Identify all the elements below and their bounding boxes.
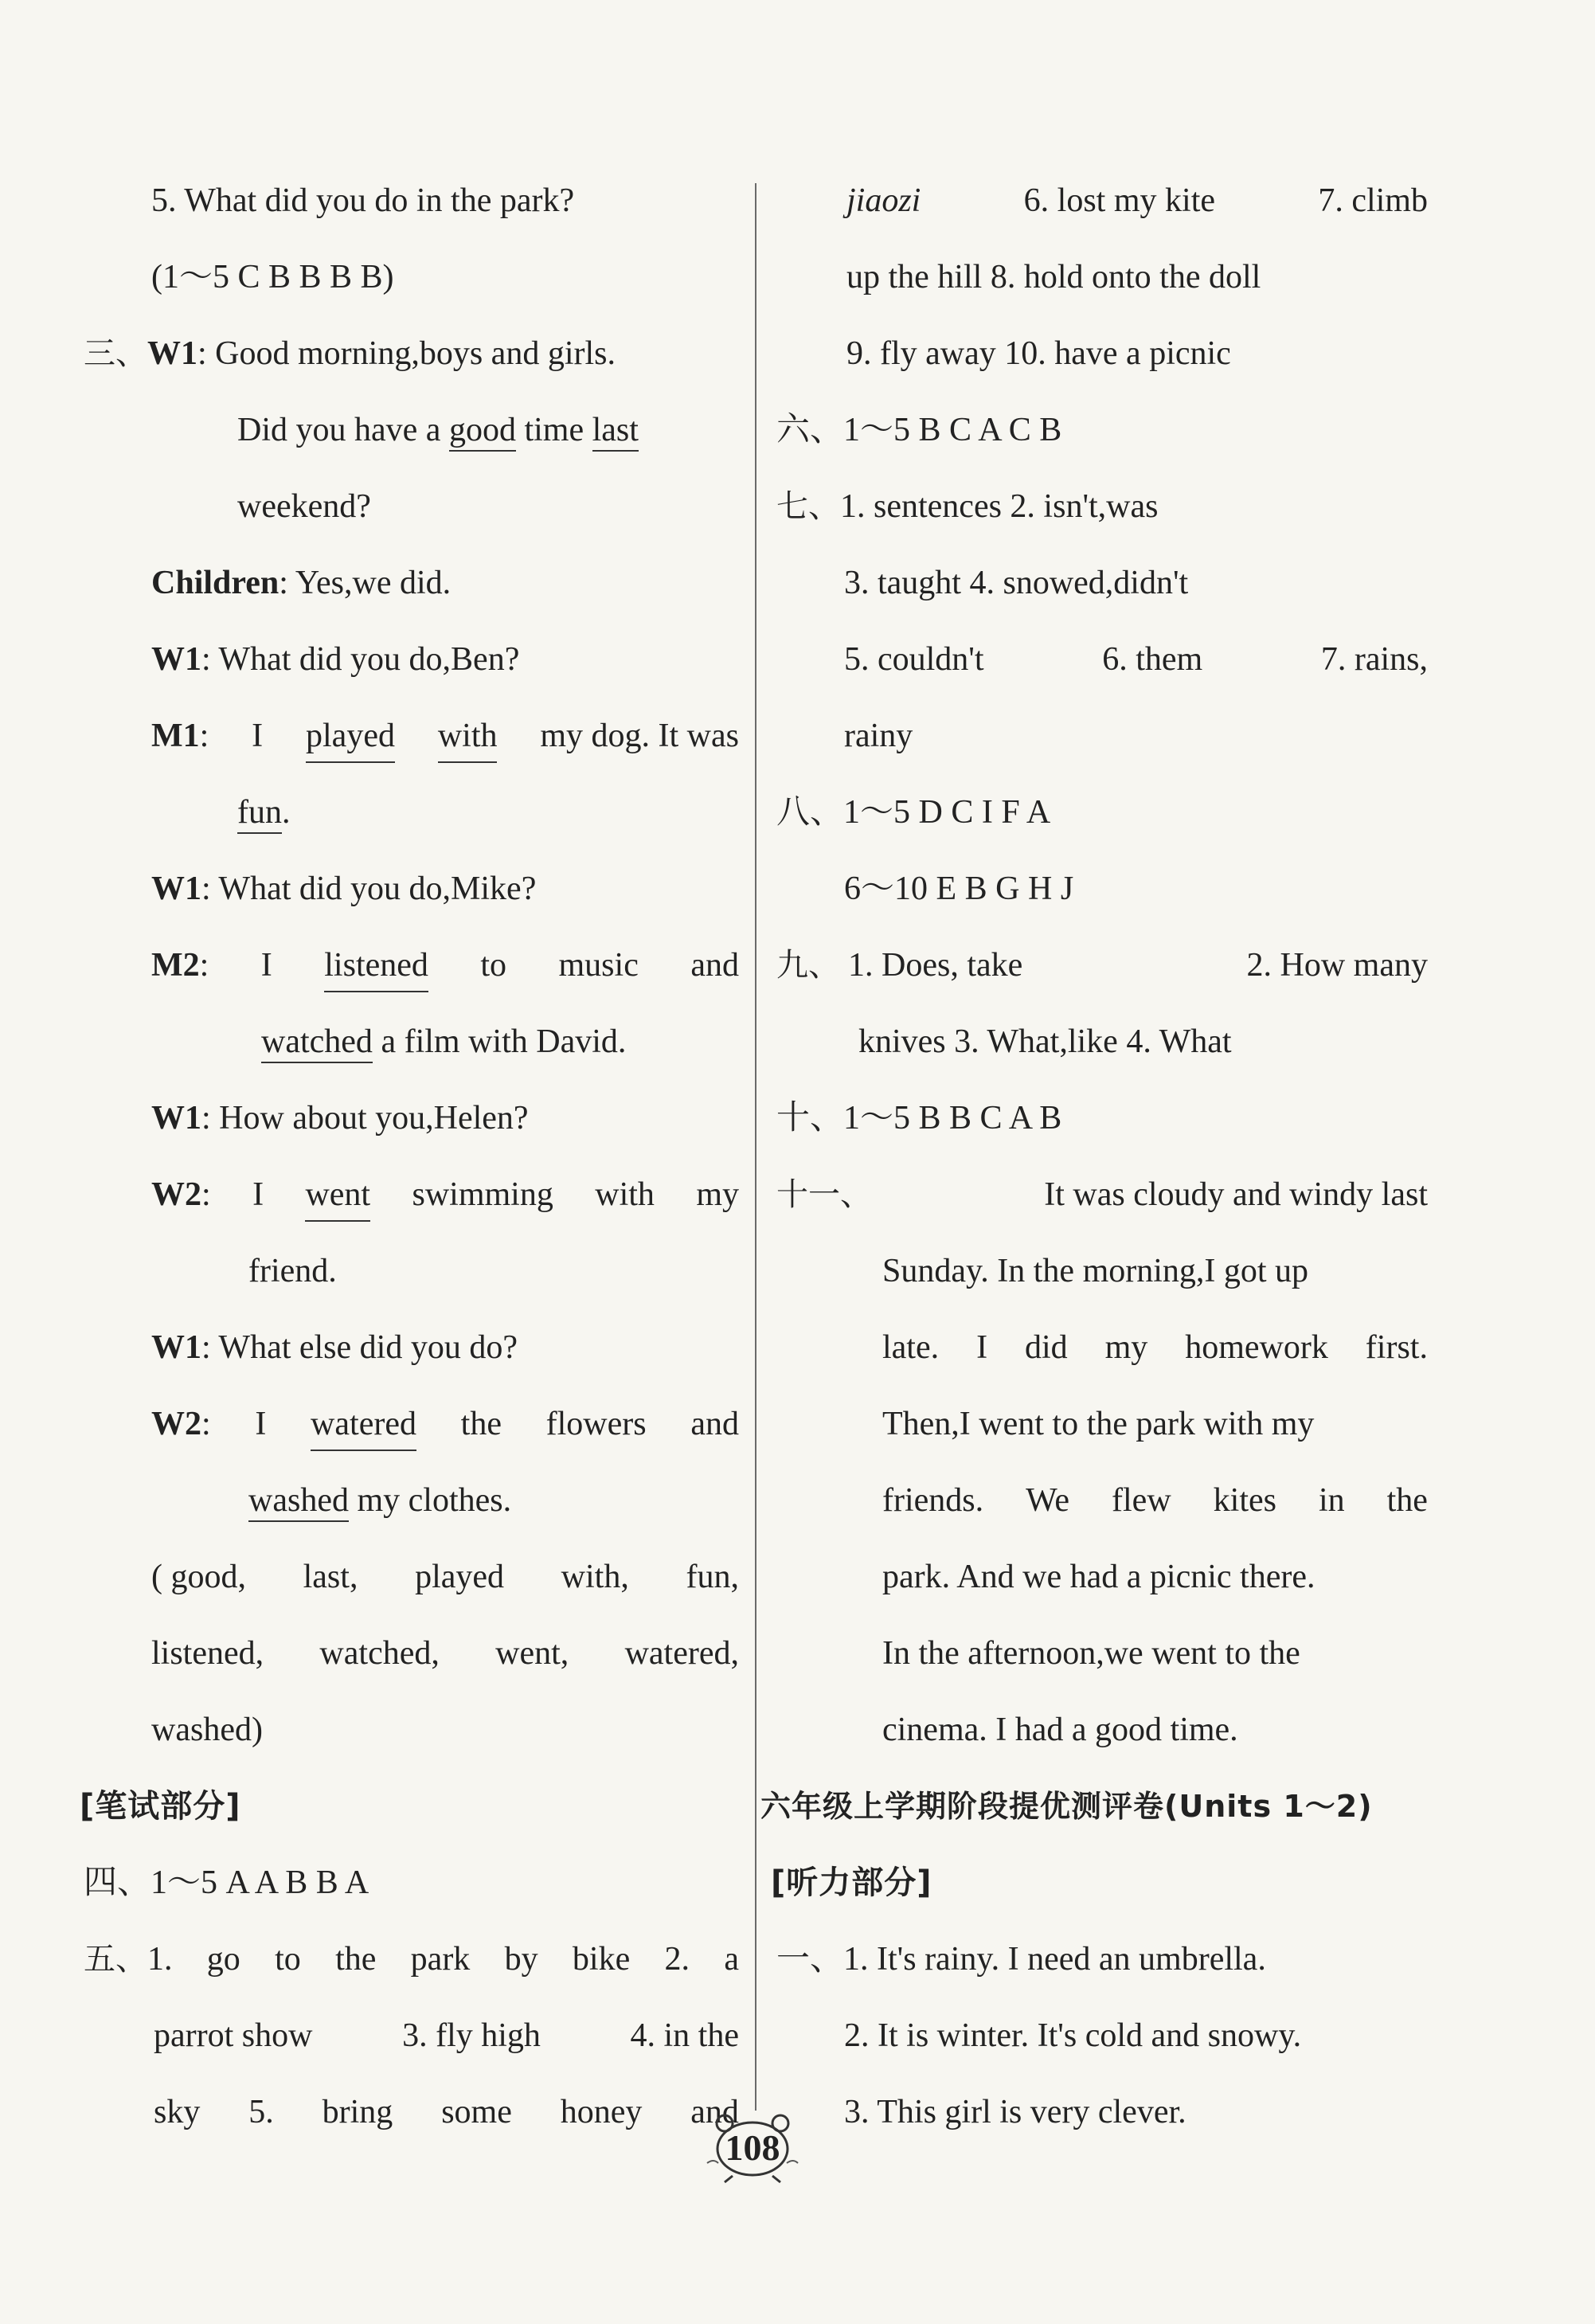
listening-line-2: 2. It is winter. It's cold and snowy.: [844, 2017, 1302, 2054]
left-line-17: W2: I watered the flowers and: [151, 1400, 739, 1451]
right-line-1: jiaozi 6. lost my kite 7. climb: [846, 182, 1428, 219]
listening-line-3: 3. This girl is very clever.: [844, 2094, 1186, 2130]
section-7-line-3: 5. couldn't 6. them 7. rains,: [844, 641, 1428, 678]
answer-fun: fun: [237, 794, 282, 834]
left-line-13: W1: How about you,Helen?: [151, 1100, 529, 1137]
answer-last: last: [592, 412, 639, 452]
left-line-21: washed): [151, 1712, 263, 1748]
listening-line-1: 一、1. It's rainy. I need an umbrella.: [776, 1941, 1266, 1978]
right-line-2: up the hill 8. hold onto the doll: [846, 259, 1261, 295]
speaker-w1: W1: [147, 335, 197, 372]
answer-good: good: [449, 412, 516, 452]
section-3-marker: 三、: [84, 335, 147, 372]
column-divider: [755, 183, 756, 2111]
listening-section-heading: [听力部分]: [771, 1864, 932, 1901]
right-line-3: 9. fly away 10. have a picnic: [846, 335, 1231, 372]
left-line-9: fun.: [237, 788, 291, 836]
left-line-8: M1: I played with my dog. It was: [151, 712, 739, 763]
left-line-4: Did you have a good time last: [237, 406, 639, 454]
section-11-line-4: Then,I went to the park with my: [882, 1406, 1315, 1442]
section-8-line-1: 八、1～5 D C I F A: [776, 794, 1051, 831]
left-line-12: watched a film with David.: [261, 1018, 626, 1066]
section-10: 十、1～5 B B C A B: [776, 1100, 1062, 1137]
left-line-5: weekend?: [237, 488, 371, 525]
section-3-line-1: 三、W1: Good morning,boys and girls.: [84, 335, 616, 372]
answer-played: played: [306, 712, 395, 763]
page-number-badge: [701, 2112, 804, 2184]
left-line-19: ( good, last, played with, fun,: [151, 1559, 739, 1595]
answer-watched: watched: [261, 1023, 373, 1063]
section-4: 四、1～5 A A B B A: [84, 1864, 369, 1901]
written-section-heading: [笔试部分]: [80, 1788, 241, 1825]
section-9-line-1: 九、 1. Does, take 2. How many: [776, 941, 1428, 989]
left-line-6: Children: Yes,we did.: [151, 565, 452, 601]
section-11-line-2: Sunday. In the morning,I got up: [882, 1253, 1309, 1289]
section-5-line-3: sky 5. bring some honey and: [154, 2094, 739, 2130]
section-11-line-6: park. And we had a picnic there.: [882, 1559, 1315, 1595]
section-5-line-2: parrot show 3. fly high 4. in the: [154, 2017, 739, 2054]
left-line-16: W1: What else did you do?: [151, 1329, 518, 1366]
section-9-marker: 九、: [776, 947, 840, 984]
page-number: 108: [725, 2127, 780, 2168]
left-line-11: M2: I listened to music and: [151, 941, 739, 992]
section-7-line-4: rainy: [844, 718, 913, 754]
left-line-20: listened, watched, went, watered,: [151, 1635, 739, 1672]
left-line-10: W1: What did you do,Mike?: [151, 871, 537, 907]
section-6: 六、1～5 B C A C B: [776, 412, 1062, 448]
left-line-2: (1～5 C B B B B): [151, 259, 394, 295]
section-11-line-7: In the afternoon,we went to the: [882, 1635, 1300, 1672]
left-line-15: friend.: [248, 1253, 337, 1289]
section-7-line-2: 3. taught 4. snowed,didn't: [844, 565, 1189, 601]
section-5-marker: 五、: [84, 1941, 147, 1978]
speaker-w2: W2: [151, 1176, 201, 1213]
left-line-18: washed my clothes.: [248, 1477, 511, 1524]
speaker-m2: M2: [151, 947, 200, 984]
section-7-line-1: 七、1. sentences 2. isn't,was: [776, 488, 1159, 525]
section-7-marker: 七、: [776, 488, 840, 525]
section-5-line-1: 五、 1. go to the park by bike 2. a: [84, 1935, 739, 1983]
left-line-1: 5. What did you do in the park?: [151, 182, 575, 219]
answer-watered: watered: [311, 1400, 416, 1451]
answer-went: went: [305, 1171, 370, 1222]
section-11-line-1: 十一、 It was cloudy and windy last: [776, 1171, 1428, 1219]
speaker-children: Children: [151, 565, 280, 601]
answer-with: with: [438, 712, 498, 763]
speaker-m1: M1: [151, 718, 200, 754]
section-11-line-3: late. I did my homework first.: [882, 1329, 1428, 1366]
answer-listened: listened: [324, 941, 428, 992]
section-11-line-8: cinema. I had a good time.: [882, 1712, 1238, 1748]
left-line-14: W2: I went swimming with my: [151, 1171, 739, 1222]
section-9-line-2: knives 3. What,like 4. What: [858, 1023, 1232, 1060]
section-8-line-2: 6～10 E B G H J: [844, 871, 1074, 907]
answer-washed: washed: [248, 1482, 349, 1522]
section-11-line-5: friends. We flew kites in the: [882, 1482, 1428, 1519]
test-title: 六年级上学期阶段提优测评卷(Units 1～2): [760, 1789, 1373, 1824]
section-11-marker: 十一、: [776, 1176, 872, 1213]
left-line-7: W1: What did you do,Ben?: [151, 641, 520, 678]
